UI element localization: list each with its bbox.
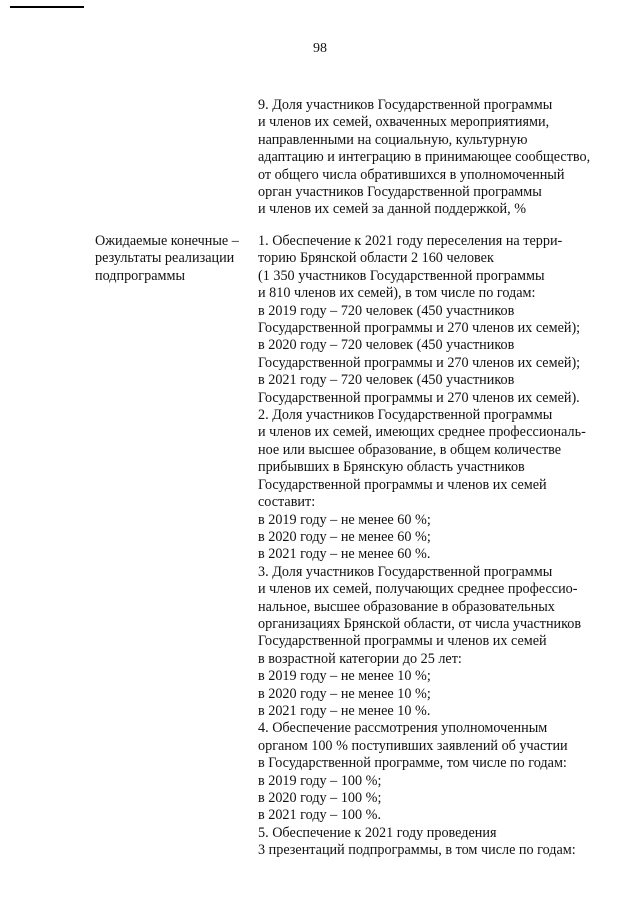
expected-results-label [95,233,255,285]
label-line: результаты реализации [95,250,235,267]
text-line: Государственной программы и членов их семей [258,476,547,493]
text-line: в 2019 году – 720 человек (450 участников [258,302,515,319]
text-line: и членов их семей за данной поддержкой, % [258,201,527,218]
text-line: и членов их семей, получающих среднее профессио- [258,581,578,598]
text-line: в 2019 году – не менее 10 %; [258,668,431,685]
text-line: Государственной программы и 270 членов их семей); [258,320,581,337]
text-line: в 2021 году – не менее 10 %. [258,702,431,719]
text-line: ное или высшее образование, в общем количестве [258,441,562,458]
text-line: в 2021 году – 720 человек (450 участников [258,372,515,389]
text-line: Государственной программы и 270 членов их семей). [258,389,580,406]
label-line: Ожидаемые конечные – [95,233,239,249]
text-line: прибывших в Брянскую область участников [258,459,525,476]
text-line: органом 100 % поступивших заявлений об участии [258,737,568,754]
text-line: направленными на социальную, культурную [258,131,528,148]
text-line: в Государственной программе, том числе по годам: [258,755,567,772]
text-line: (1 350 участников Государственной программы [258,267,545,284]
text-line: в 2020 году – 100 %; [258,790,382,806]
page-number: 98 [313,41,327,56]
text-line: в 2020 году – не менее 60 %; [258,528,431,545]
text-line: 3 презентаций подпрограммы, в том числе по годам: [258,842,576,859]
text-line: в 2021 году – не менее 60 %. [258,546,431,563]
text-line: торию Брянской области 2 160 человек [258,250,494,267]
expected-results-text [258,233,628,860]
text-line: 2. Доля участников Государственной программы [258,407,553,424]
text-line: адаптацию и интеграцию в принимающее сообщество, [258,149,591,166]
text-line: в возрастной категории до 25 лет: [258,650,462,667]
text-line: в 2019 году – 100 %; [258,772,382,789]
text-line: от общего числа обратившихся в уполномоченный [258,166,565,183]
text-line: и членов их семей, охваченных мероприятиями, [258,114,550,131]
text-line: 4. Обеспечение рассмотрения уполномоченным [258,720,548,737]
text-line: орган участников Государственной программы [258,184,542,201]
text-line: нальное, высшее образование в образовательных [258,598,555,615]
text-line: 1. Обеспечение к 2021 году переселения на терри- [258,233,563,249]
text-line: составит: [258,494,316,511]
top-rule [10,6,84,8]
text-line: и членов их семей, имеющих среднее профессиональ- [258,424,586,441]
indicator-9-text [258,97,628,219]
text-line: 9. Доля участников Государственной программы [258,97,553,113]
text-line: в 2019 году – не менее 60 %; [258,511,431,528]
text-line: в 2020 году – 720 человек (450 участников [258,337,515,354]
text-line: в 2021 году – 100 %. [258,807,382,824]
text-line: Государственной программы и членов их семей [258,633,547,650]
text-line: 3. Доля участников Государственной программы [258,563,553,580]
text-line: 5. Обеспечение к 2021 году проведения [258,824,497,841]
text-line: и 810 членов их семей), в том числе по годам: [258,285,536,302]
label-line: подпрограммы [95,267,185,284]
text-line: в 2020 году – не менее 10 %; [258,685,431,702]
text-line: Государственной программы и 270 членов их семей); [258,354,581,371]
text-line: организациях Брянской области, от числа участников [258,615,582,632]
